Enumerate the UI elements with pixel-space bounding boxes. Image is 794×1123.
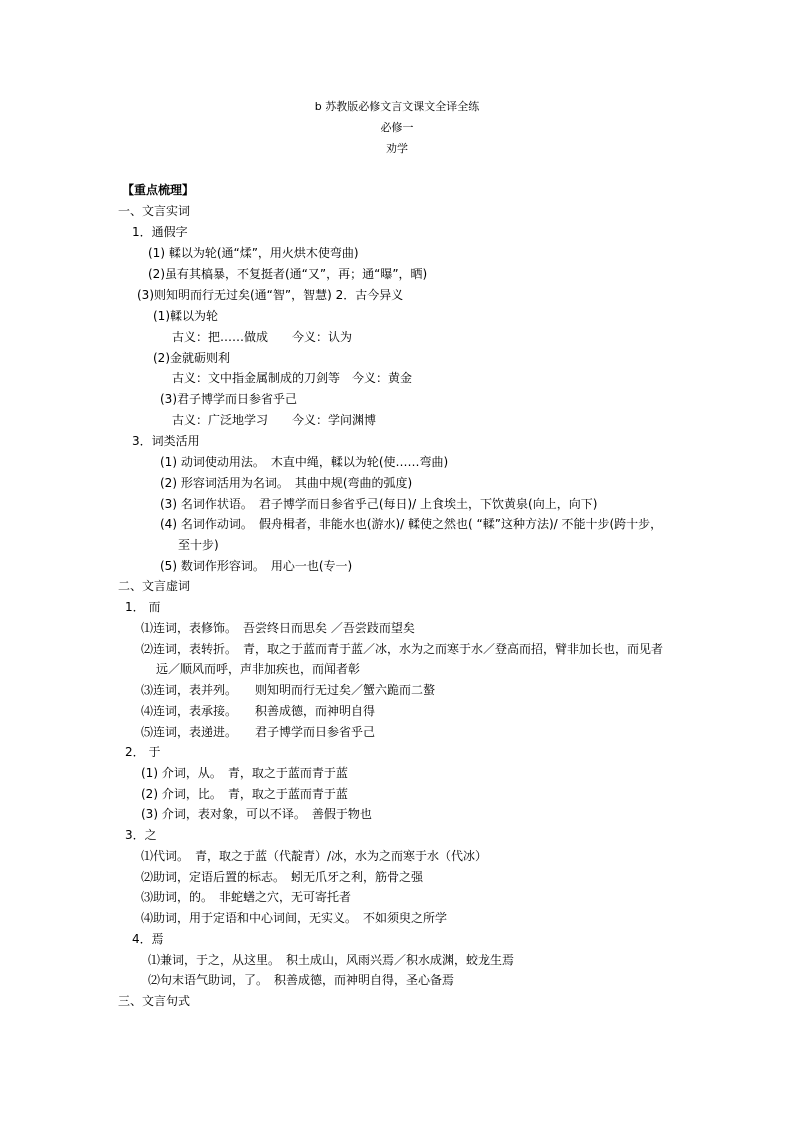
outline-line: (2)金就砺则利 bbox=[153, 351, 230, 365]
outline-heading: 三、文言句式 bbox=[118, 994, 191, 1008]
outline-line: ⑴兼词，于之，从这里。 积土成山，风雨兴焉／积水成渊，蛟龙生焉 bbox=[148, 953, 515, 967]
outline-line: 至十步) bbox=[178, 538, 219, 552]
outline-line: ⑵连词，表转折。 青，取之于蓝而青于蓝／冰，水为之而寒于水／登高而招，臂非加长也，而见者 bbox=[141, 642, 664, 656]
outline-subheading: 3．词类活用 bbox=[132, 434, 200, 448]
outline-line: (1) 动词使动用法。 木直中绳，輮以为轮(使……弯曲) bbox=[160, 455, 449, 469]
outline-line: ⑸连词，表递进。 君子博学而日参省乎己 bbox=[141, 725, 376, 739]
outline-line: ⑴代词。 青，取之于蓝（代靛青）/冰，水为之而寒于水（代冰） bbox=[141, 849, 488, 863]
outline-subheading: 3．之 bbox=[125, 828, 157, 842]
outline-line: ⑵助词，定语后置的标志。 蚓无爪牙之利，筋骨之强 bbox=[141, 870, 424, 884]
outline-line: (2) 形容词活用为名词。 其曲中规(弯曲的弧度) bbox=[160, 476, 413, 490]
outline-line: ⑵句末语气助词，了。 积善成德，而神明自得，圣心备焉 bbox=[148, 973, 455, 987]
outline-line: 古义：把……做成 今义：认为 bbox=[172, 330, 353, 344]
outline-line: 古义：文中指金属制成的刀剑等 今义：黄金 bbox=[172, 371, 413, 385]
section-heading: 【重点梳理】 bbox=[122, 183, 195, 197]
outline-line: (3)则知明而行无过矣(通“智”，智慧) 2．古今异义 bbox=[137, 288, 404, 302]
outline-heading: 一、文言实词 bbox=[118, 204, 191, 218]
outline-line: (5) 数词作形容词。 用心一也(专一) bbox=[160, 559, 353, 573]
document-title: b 苏教版必修文言文课文全译全练 bbox=[314, 100, 480, 113]
outline-line: ⑶连词，表并列。 则知明而行无过矣／蟹六跪而二螯 bbox=[141, 683, 436, 697]
outline-heading: 二、文言虚词 bbox=[118, 579, 191, 593]
outline-line: (4) 名词作动词。 假舟楫者，非能水也(游水)/ 輮使之然也( “輮”这种方法)/ 不能十步(跨十步， bbox=[160, 517, 663, 531]
outline-subheading: 1．通假字 bbox=[132, 225, 188, 239]
outline-line: ⑶助词，的。 非蛇蟮之穴，无可寄托者 bbox=[141, 890, 352, 904]
outline-line: ⑴连词，表修饰。 吾尝终日而思矣 ／吾尝跂而望矣 bbox=[141, 621, 415, 635]
outline-line: ⑷连词，表承接。 积善成德，而神明自得 bbox=[141, 704, 376, 718]
outline-subheading: 4．焉 bbox=[132, 932, 164, 946]
outline-line: (2)虽有其槁暴，不复挺者(通“又”，再；通“曝”，晒) bbox=[148, 267, 428, 281]
outline-line: (1)輮以为轮 bbox=[153, 309, 218, 323]
outline-line: (3) 名词作状语。 君子博学而日参省乎己(每日)/ 上食埃土，下饮黄泉(向上，向下) bbox=[160, 497, 598, 511]
outline-line: (3) 介词，表对象，可以不译。 善假于物也 bbox=[141, 807, 372, 821]
outline-line: 古义：广泛地学习 今义：学问渊博 bbox=[172, 413, 377, 427]
outline-line: (1) 輮以为轮(通“煣”，用火烘木使弯曲) bbox=[148, 246, 359, 260]
outline-line: ⑷助词，用于定语和中心词间，无实义。 不如须臾之所学 bbox=[141, 911, 448, 925]
volume-heading: 必修一 bbox=[380, 121, 414, 134]
outline-subheading: 2． 于 bbox=[125, 745, 161, 759]
outline-line: (3)君子博学而日参省乎己 bbox=[160, 392, 297, 406]
outline-subheading: 1． 而 bbox=[125, 600, 161, 614]
lesson-heading: 劝学 bbox=[386, 142, 408, 155]
outline-line: (1) 介词，从。 青，取之于蓝而青于蓝 bbox=[141, 766, 348, 780]
outline-line: (2) 介词，比。 青，取之于蓝而青于蓝 bbox=[141, 787, 348, 801]
outline-line: 远／顺风而呼，声非加疾也，而闻者彰 bbox=[156, 662, 361, 676]
